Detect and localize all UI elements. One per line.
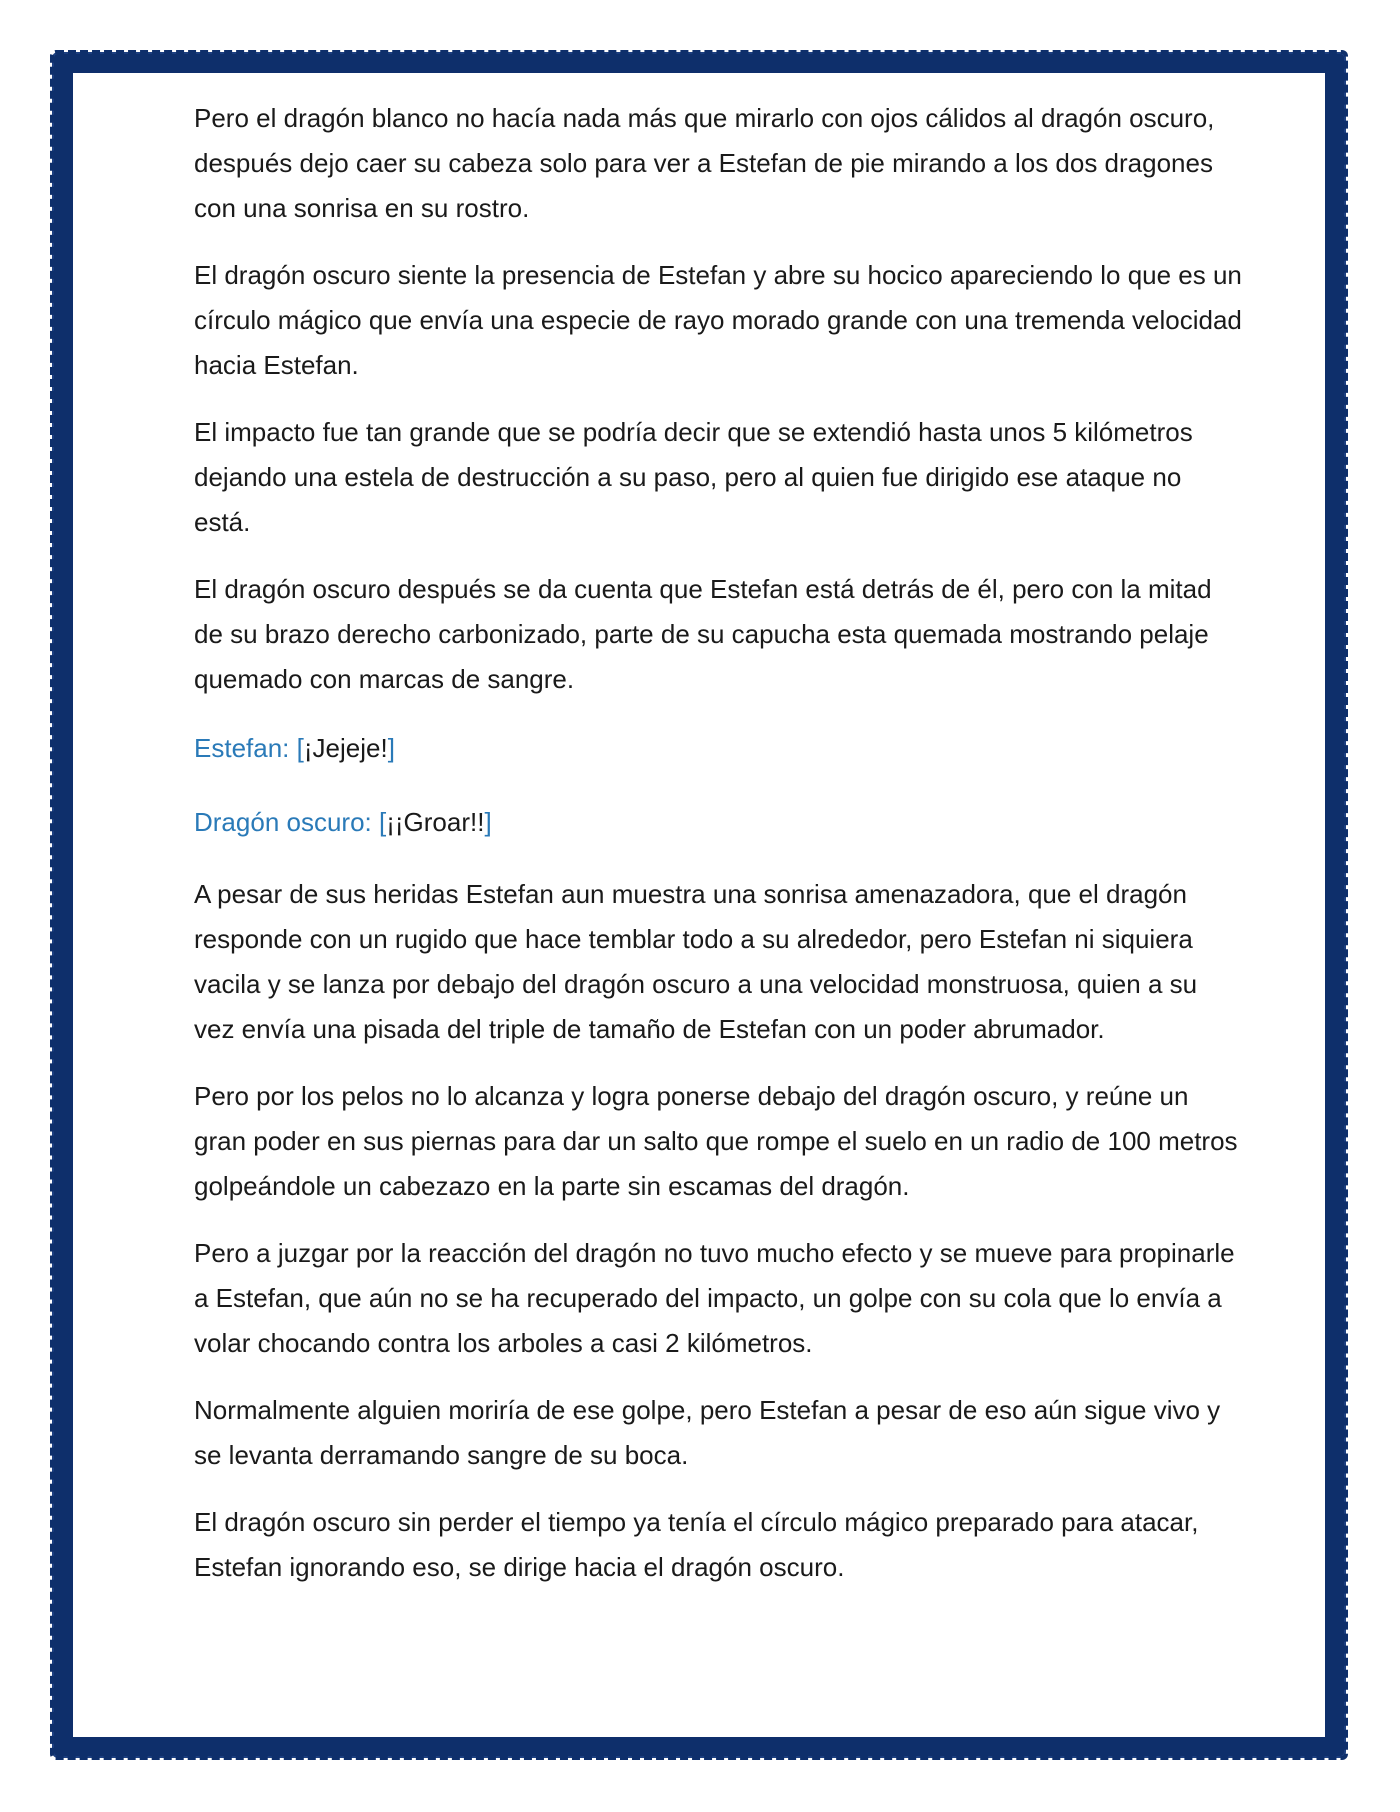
paragraph: Normalmente alguien moriría de ese golpe, pero Estefan a pesar de eso aún sigue vivo y se levanta derramando sangre de su boca.: [194, 1395, 1221, 1470]
bracket-close: ]: [387, 733, 395, 763]
dialogue-line: [194, 724, 1244, 772]
paragraph: El dragón oscuro siente la presencia de Estefan y abre su hocico apareciendo lo que es un círculo mágico que envía una especie de rayo morado grande con una tremenda velocidad hacia Estefan.: [194, 260, 1242, 380]
paragraph: Pero el dragón blanco no hacía nada más que mirarlo con ojos cálidos al dragón oscuro, después dejo caer su cabeza solo para ver a Estefan de pie mirando a los dos dragones con una sonrisa en su rostro.: [194, 103, 1215, 223]
bracket-open: [: [379, 807, 387, 837]
paragraph: Pero por los pelos no lo alcanza y logra ponerse debajo del dragón oscuro, y reúne un gran poder en sus piernas para dar un salto que rompe el suelo en un radio de 100 metros golpeándole un cabezazo en la parte sin escamas del dragón.: [194, 1081, 1238, 1201]
speaker-name: Dragón oscuro:: [194, 807, 372, 837]
dialogue-text: ¡¡Groar!!: [386, 807, 485, 837]
paragraph: A pesar de sus heridas Estefan aun muestra una sonrisa amenazadora, que el dragón responde con un rugido que hace temblar todo a su alrededor, pero Estefan ni siquiera vacila y se lanza por debajo del dragón oscuro a una velocidad monstruosa, quien a su vez envía una pisada del triple de tamaño de Estefan con un poder abrumador.: [194, 879, 1198, 1044]
dialogue-line: [194, 798, 1244, 846]
story-text: [194, 96, 1244, 1612]
paragraph: Pero a juzgar por la reacción del dragón no tuvo mucho efecto y se mueve para propinarle a Estefan, que aún no se ha recuperado del impacto, un golpe con su cola que lo envía a volar chocando contra los arboles a casi 2 kilómetros.: [194, 1238, 1235, 1358]
paragraph: El dragón oscuro sin perder el tiempo ya tenía el círculo mágico preparado para atacar, Estefan ignorando eso, se dirige hacia el dragón oscuro.: [194, 1507, 1199, 1582]
paragraph: El dragón oscuro después se da cuenta que Estefan está detrás de él, pero con la mitad de su brazo derecho carbonizado, parte de su capucha esta quemada mostrando pelaje quemado con marcas de sangre.: [194, 574, 1212, 694]
paragraph: El impacto fue tan grande que se podría decir que se extendió hasta unos 5 kilómetros dejando una estela de destrucción a su paso, pero al quien fue dirigido ese ataque no está.: [194, 417, 1193, 537]
dialogue-text: ¡Jejeje!: [303, 733, 388, 763]
bracket-open: [: [296, 733, 304, 763]
bracket-close: ]: [484, 807, 492, 837]
speaker-name: Estefan:: [194, 733, 290, 763]
